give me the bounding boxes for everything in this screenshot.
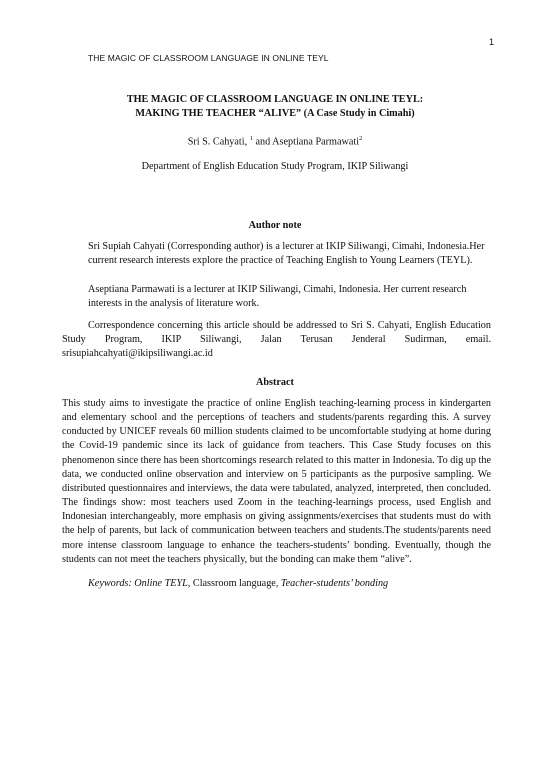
author-1: Sri S. Cahyati, bbox=[187, 136, 250, 148]
author-list bbox=[60, 135, 490, 147]
title-line-1: THE MAGIC OF CLASSROOM LANGUAGE IN ONLINE TEYL: bbox=[126, 94, 424, 105]
author-1-affiliation: 1 bbox=[249, 135, 253, 142]
keywords-line bbox=[88, 578, 388, 589]
abstract-heading: Abstract bbox=[256, 377, 294, 388]
author-note-text-1: Sri Supiah Cahyati (Corresponding author) is a lecturer at IKIP Siliwangi, Cimahi, Indonesia.Her current research interests explore the practice of Teaching English to Young Learners (TEYL). bbox=[88, 241, 485, 267]
author-note-paragraph-1 bbox=[88, 240, 491, 269]
page-number: 1 bbox=[488, 37, 494, 47]
keywords-italic: Teacher-students’ bonding bbox=[280, 578, 389, 589]
running-head: THE MAGIC OF CLASSROOM LANGUAGE IN ONLINE TEYL bbox=[88, 53, 329, 63]
keywords-label: Keywords: Online TEYL, bbox=[88, 578, 191, 589]
paper-title bbox=[60, 93, 490, 121]
author-2-affiliation: 2 bbox=[359, 135, 363, 142]
abstract-text: This study aims to investigate the practice of online English teaching-learning process in kindergarten and elementary school and the perceptions of teachers and students/parents regarding this. A survey conducted by UNICEF reveals 60 million students claimed to be uncomfortable studying at home during the Covid-19 pandemic since its lack of guidance from teachers. This Case Study focuses on this phenomenon since there has been shortcomings research related to this matter in Indonesia. To dig up the data, we conducted online observation and interview on 5 participants as the purposive sampling. We distributed questionnaires and interviews, the data were tabulated, analyzed, interpreted, then concluded. The findings show: most teachers used Zoom in the teaching-learnings process, used English and Indonesian interchangeably, more emphasis on giving assignments/exercises that students must do with the help of parents, but lack of communication between teachers and students.The students/parents need more intense classroom language to enhance the teachers-students’ bonding. Eventually, though the students can not meet the teachers physically, but the bonding can make them “alive”. bbox=[62, 398, 491, 565]
department: Department of English Education Study Program, IKIP Siliwangi bbox=[141, 161, 409, 172]
keywords-plain: Classroom language, bbox=[190, 578, 281, 589]
author-note-text-2: Aseptiana Parmawati is a lecturer at IKIP Siliwangi, Cimahi, Indonesia. Her current research interests in the analysis of literature work. bbox=[88, 284, 467, 310]
title-line-2: MAKING THE TEACHER “ALIVE” (A Case Study in Cimahi) bbox=[135, 108, 415, 119]
author-note-heading: Author note bbox=[248, 220, 302, 231]
author-2: and Aseptiana Parmawati bbox=[252, 136, 360, 148]
correspondence-paragraph: Correspondence concerning this article should be addressed to Sri S. Cahyati, English Education Study Program, IKIP Siliwangi, Jalan Terusan Jenderal Sudirman, email. srisupiahcahyati@ikipsiliwangi.ac.id bbox=[62, 320, 491, 360]
author-note-paragraph-2 bbox=[88, 283, 491, 312]
